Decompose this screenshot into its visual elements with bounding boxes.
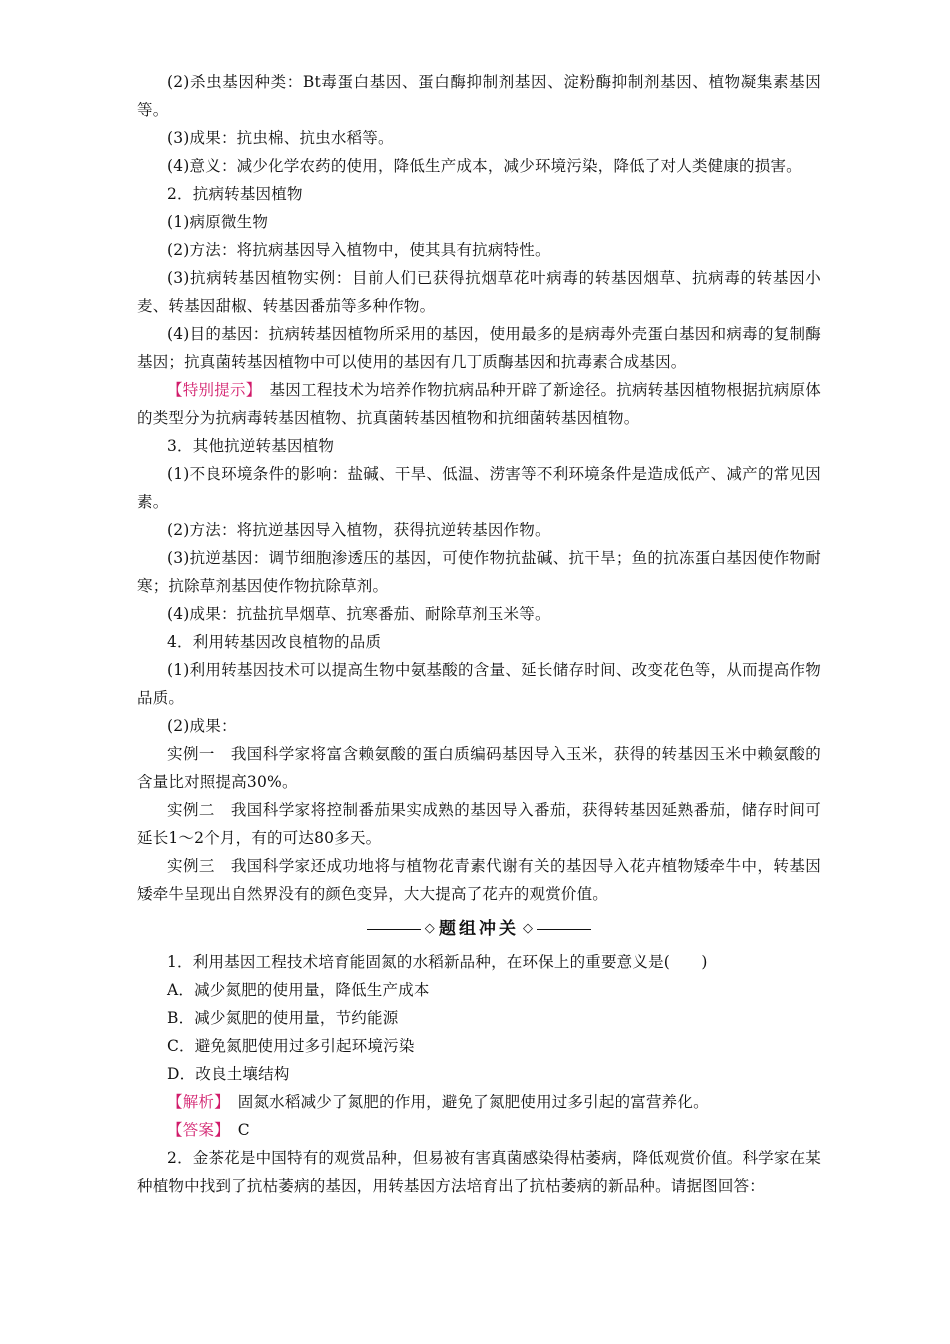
question-option: A．减少氮肥的使用量，降低生产成本: [167, 981, 430, 999]
paragraph: (2)成果：: [167, 717, 237, 735]
example-paragraph: 实例二 我国科学家将控制番茄果实成熟的基因导入番茄，获得转基因延熟番茄，储存时间可延长1～2个月，有的可达80多天。: [137, 801, 821, 847]
paragraph: (3)抗病转基因植物实例：目前人们已获得抗烟草花叶病毒的转基因烟草、抗病毒的转基因小麦、转基因甜椒、转基因番茄等多种作物。: [137, 269, 821, 315]
paragraph: (3)成果：抗虫棉、抗虫水稻等。: [167, 129, 394, 147]
question-option: B．减少氮肥的使用量，节约能源: [167, 1009, 399, 1027]
special-tip-label: 【特别提示】: [167, 381, 254, 399]
answer-label: 【答案】: [167, 1121, 223, 1139]
paragraph: (1)病原微生物: [167, 213, 269, 231]
paragraph: (4)目的基因：抗病转基因植物所采用的基因，使用最多的是病毒外壳蛋白基因和病毒的复制酶基因；抗真菌转基因植物中可以使用的基因有几丁质酶基因和抗毒素合成基因。: [137, 325, 821, 371]
paragraph: (2)方法：将抗病基因导入植物中，使其具有抗病特性。: [167, 241, 551, 259]
question-stem: 2．金茶花是中国特有的观赏品种，但易被有害真菌感染得枯萎病，降低观赏价值。科学家在某种植物中找到了抗枯萎病的基因，用转基因方法培育出了抗枯萎病的新品种。请据图回答：: [137, 1149, 821, 1195]
paragraph: (4)成果：抗盐抗旱烟草、抗寒番茄、耐除草剂玉米等。: [167, 605, 551, 623]
paragraph: (2)方法：将抗逆基因导入植物，获得抗逆转基因作物。: [167, 521, 551, 539]
analysis: [137, 1088, 821, 1116]
section-divider: [137, 914, 821, 944]
section-title: 题组冲关: [439, 919, 519, 939]
example-paragraph: 实例一 我国科学家将富含赖氨酸的蛋白质编码基因导入玉米，获得的转基因玉米中赖氨酸的含量比对照提高30%。: [137, 745, 821, 791]
special-tip: [137, 376, 821, 432]
divider-rule-left: [367, 929, 421, 930]
question-stem: 1．利用基因工程技术培育能固氮的水稻新品种，在环保上的重要意义是( ): [167, 953, 708, 971]
answer: [137, 1116, 821, 1144]
section-heading: 3．其他抗逆转基因植物: [167, 437, 335, 455]
analysis-label: 【解析】: [167, 1093, 223, 1111]
analysis-text: 固氮水稻减少了氮肥的作用，避免了氮肥使用过多引起的富营养化。: [222, 1093, 709, 1111]
section-heading: 4．利用转基因改良植物的品质: [167, 633, 382, 651]
question-option: C．避免氮肥使用过多引起环境污染: [167, 1037, 415, 1055]
diamond-icon: ◇: [424, 921, 435, 936]
paragraph: (1)利用转基因技术可以提高生物中氨基酸的含量、延长储存时间、改变花色等，从而提高作物品质。: [137, 661, 821, 707]
example-paragraph: 实例三 我国科学家还成功地将与植物花青素代谢有关的基因导入花卉植物矮牵牛中，转基因矮牵牛呈现出自然界没有的颜色变异，大大提高了花卉的观赏价值。: [137, 857, 821, 903]
diamond-icon: ◇: [523, 921, 534, 936]
paragraph: (4)意义：减少化学农药的使用，降低生产成本，减少环境污染，降低了对人类健康的损害。: [167, 157, 802, 175]
paragraph: (3)抗逆基因：调节细胞渗透压的基因，可使作物抗盐碱、抗干旱；鱼的抗冻蛋白基因使作物耐寒；抗除草剂基因使作物抗除草剂。: [137, 549, 821, 595]
special-tip-text: 基因工程技术为培养作物抗病品种开辟了新途径。抗病转基因植物根据抗病原体的类型分为抗病毒转基因植物、抗真菌转基因植物和抗细菌转基因植物。: [137, 381, 822, 427]
paragraph: (1)不良环境条件的影响：盐碱、干旱、低温、涝害等不利环境条件是造成低产、减产的常见因素。: [137, 465, 821, 511]
document-body: [137, 68, 821, 1200]
question-option: D．改良土壤结构: [167, 1065, 290, 1083]
answer-text: C: [222, 1121, 250, 1139]
section-heading: 2．抗病转基因植物: [167, 185, 303, 203]
paragraph: (2)杀虫基因种类：Bt毒蛋白基因、蛋白酶抑制剂基因、淀粉酶抑制剂基因、植物凝集素基因等。: [137, 73, 821, 119]
divider-rule-right: [537, 929, 591, 930]
